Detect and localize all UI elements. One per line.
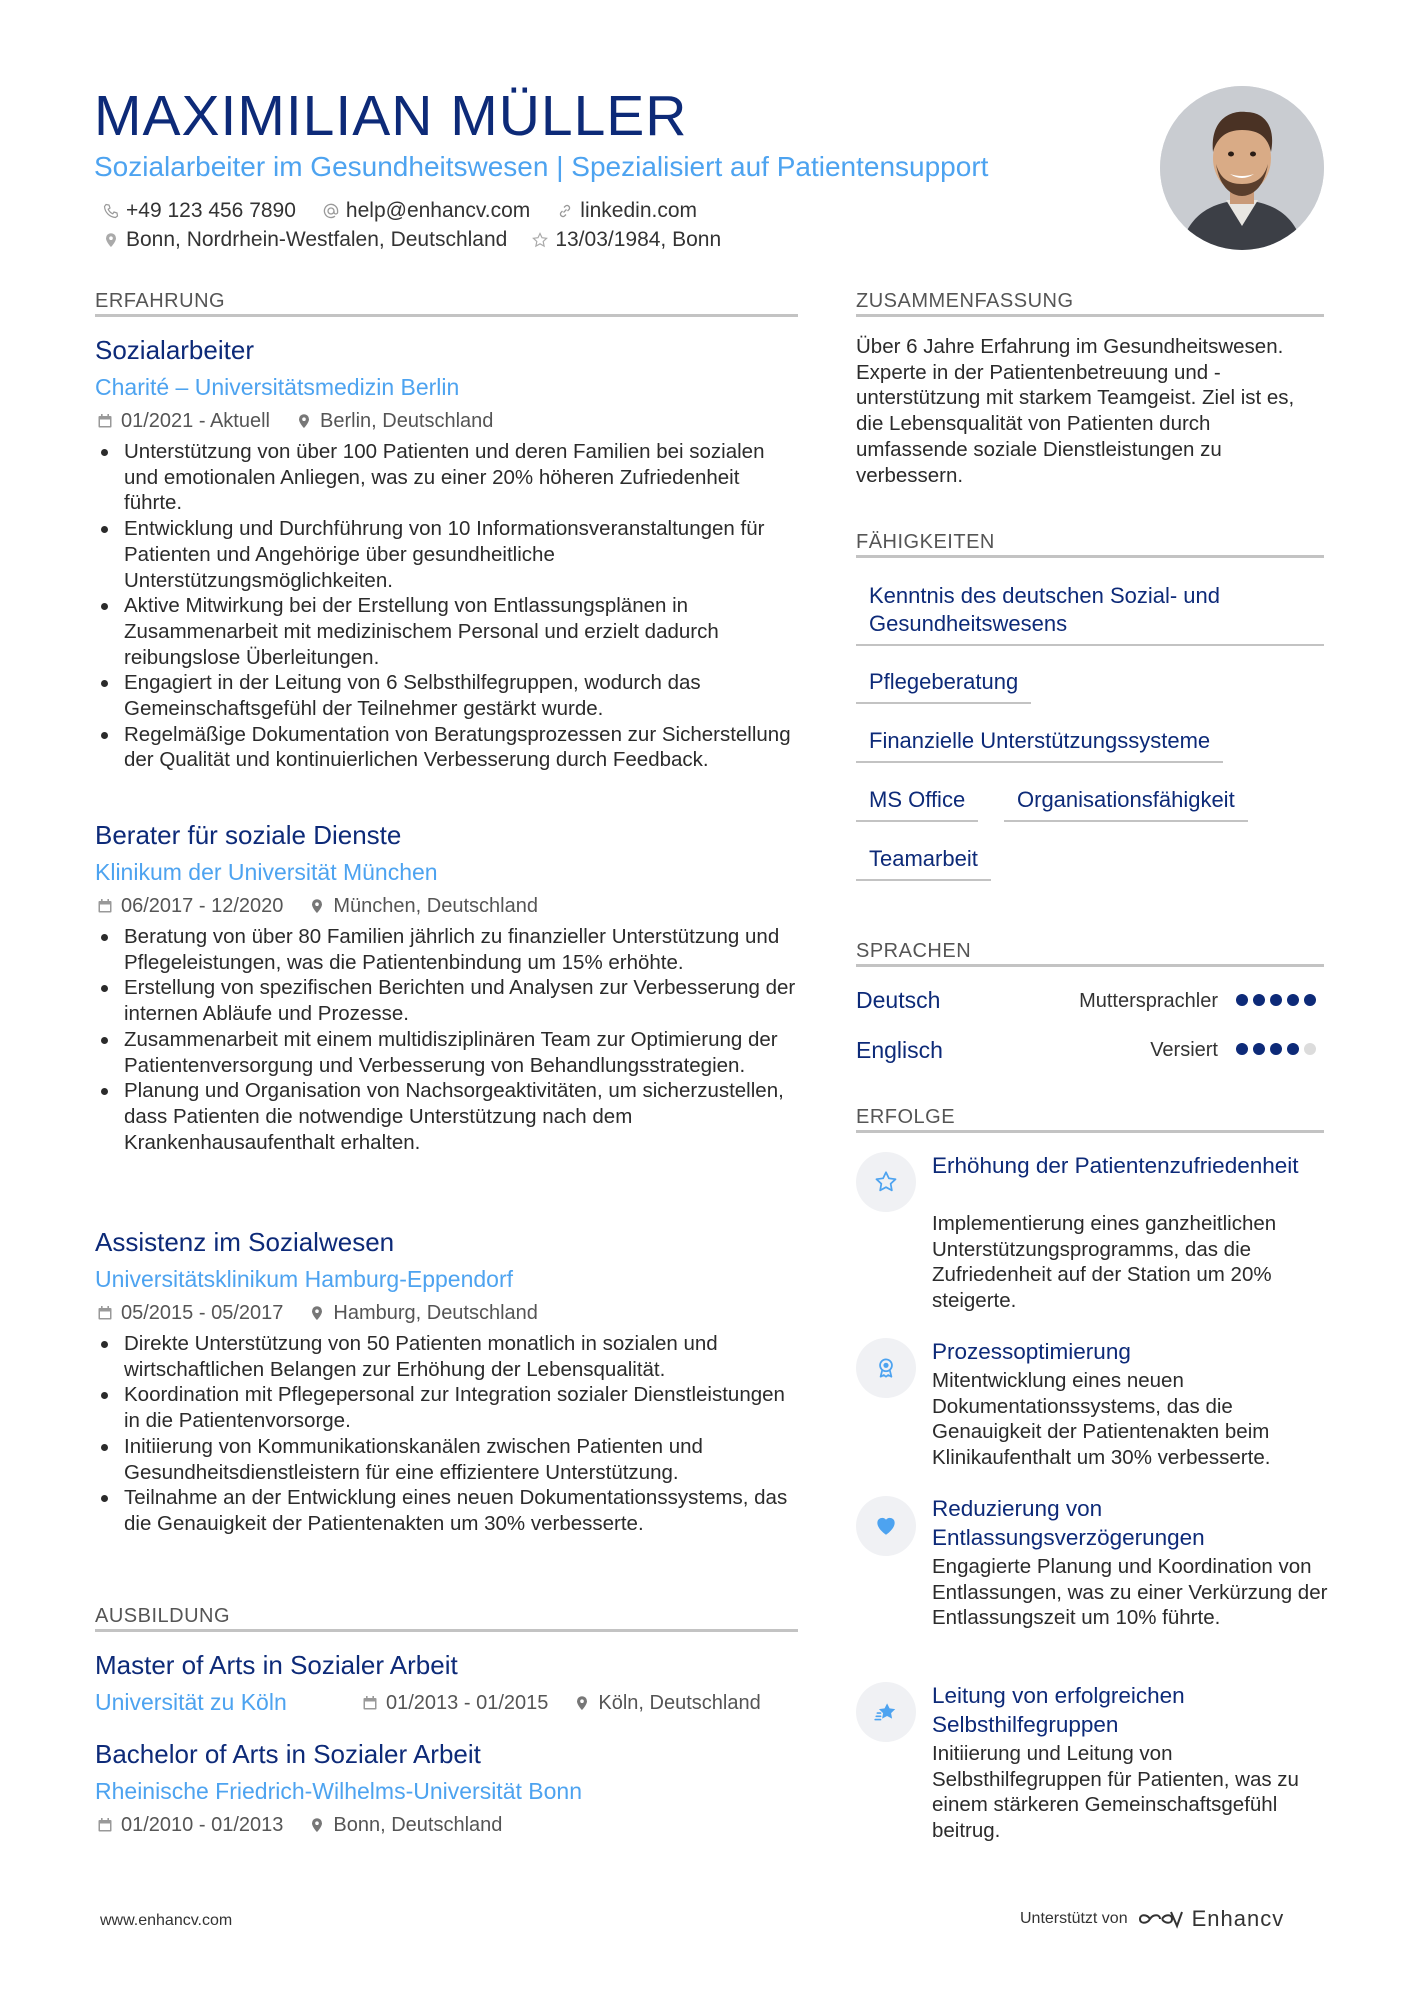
- rating-dot: [1304, 994, 1316, 1006]
- contact-email[interactable]: help@enhancv.com: [322, 198, 530, 224]
- footer-branding: [1020, 1906, 1284, 1932]
- rating-dot: [1270, 994, 1282, 1006]
- calendar-icon: [97, 1817, 113, 1833]
- contact-birth: 13/03/1984, Bonn: [531, 227, 721, 253]
- job-location: München, Deutschland: [309, 893, 538, 919]
- rating-dot: [1287, 1043, 1299, 1055]
- achievement-title: Prozessoptimierung: [932, 1339, 1131, 1364]
- section-title-education: AUSBILDUNG: [95, 1605, 231, 1627]
- star-badge-icon: [856, 1682, 916, 1742]
- language-name: Englisch: [856, 1037, 943, 1063]
- job-dates: 05/2015 - 05/2017: [97, 1300, 283, 1326]
- section-title-skills: FÄHIGKEITEN: [856, 531, 995, 553]
- location-pin-icon: [309, 1305, 325, 1321]
- list-item: Beratung von über 80 Familien jährlich zu finanzieller Unterstützung und Pflegeleistungen, was die Patientenbindung um 15% erhöhte.: [97, 924, 797, 975]
- job-bullets: [97, 924, 797, 1155]
- rating-dot: [1270, 1043, 1282, 1055]
- section-divider: [856, 314, 1324, 317]
- list-item: Teilnahme an der Entwicklung eines neuen Dokumentationssystems, das die Genauigkeit der Patientenakten um 30% verbesserte.: [97, 1485, 797, 1536]
- achievement-desc: Mitentwicklung eines neuen Dokumentationssystems, das die Genauigkeit der Patientenakten beim Klinikaufenthalt um 30% verbesserte.: [932, 1369, 1271, 1470]
- section-divider: [95, 1629, 798, 1632]
- section-divider: [856, 555, 1324, 558]
- summary-text: Über 6 Jahre Erfahrung im Gesundheitswesen. Experte in der Patientenbetreuung und -unterstützung mit starkem Teamgeist. Ziel ist es, die Lebensqualität von Patienten durch umfassende soziale Dienstleistungen zu verbessern.: [856, 335, 1295, 487]
- profile-photo: [1160, 86, 1324, 250]
- school-name: Universität zu Köln: [95, 1689, 287, 1715]
- rating-dot: [1253, 1043, 1265, 1055]
- contact-row-1: [102, 198, 723, 224]
- list-item: Initiierung von Kommunikationskanälen zwischen Patienten und Gesundheitsdienstleistern für eine effizientere Unterstützung.: [97, 1434, 797, 1485]
- skill-tag: Finanzielle Unterstützungssysteme: [856, 727, 1223, 763]
- achievement-title: Reduzierung von Entlassungsverzögerungen: [932, 1496, 1205, 1550]
- rating-dot: [1236, 1043, 1248, 1055]
- job-meta: [97, 1300, 564, 1326]
- contact-row-2: [102, 227, 747, 253]
- heart-icon: [856, 1496, 916, 1556]
- education-meta: [362, 1690, 761, 1716]
- calendar-icon: [97, 1305, 113, 1321]
- education-dates: 01/2010 - 01/2013: [97, 1812, 283, 1838]
- job-dates: 06/2017 - 12/2020: [97, 893, 283, 919]
- job-dates: 01/2021 - Aktuell: [97, 408, 270, 434]
- location-pin-icon: [102, 231, 120, 249]
- calendar-icon: [97, 898, 113, 914]
- location-pin-icon: [309, 1817, 325, 1833]
- education-location: Bonn, Deutschland: [309, 1812, 502, 1838]
- section-title-summary: ZUSAMMENFASSUNG: [856, 290, 1074, 312]
- job-title: Berater für soziale Dienste: [95, 820, 402, 850]
- job-location: Hamburg, Deutschland: [309, 1300, 538, 1326]
- award-icon: [856, 1338, 916, 1398]
- achievement-title: Leitung von erfolgreichen Selbsthilfegruppen: [932, 1683, 1185, 1737]
- language-rating: [1231, 1043, 1316, 1055]
- job-bullets: [97, 1331, 797, 1537]
- list-item: Erstellung von spezifischen Berichten und Analysen zur Verbesserung der internen Abläufe und Prozesse.: [97, 975, 797, 1026]
- contact-linkedin[interactable]: linkedin.com: [556, 198, 697, 224]
- section-title-languages: SPRACHEN: [856, 940, 972, 962]
- job-meta: [97, 893, 564, 919]
- section-divider: [856, 964, 1324, 967]
- list-item: Entwicklung und Durchführung von 10 Informationsveranstaltungen für Patienten und Angehörige über gesundheitliche Unterstützungsmöglichkeiten.: [97, 516, 797, 593]
- job-meta: [97, 408, 519, 434]
- candidate-headline: Sozialarbeiter im Gesundheitswesen | Spezialisiert auf Patientensupport: [94, 151, 989, 182]
- section-title-achievements: ERFOLGE: [856, 1106, 956, 1128]
- rating-dot: [1287, 994, 1299, 1006]
- rating-dot: [1236, 994, 1248, 1006]
- enhancv-logo-icon: [1138, 1908, 1184, 1930]
- skill-tag: Organisationsfähigkeit: [1004, 786, 1248, 822]
- location-pin-icon: [309, 898, 325, 914]
- language-level: Muttersprachler: [1079, 990, 1218, 1012]
- brand-name: Enhancv: [1191, 1906, 1285, 1931]
- at-icon: [322, 202, 340, 220]
- section-divider: [856, 1130, 1324, 1133]
- achievement-desc: Engagierte Planung und Koordination von Entlassungen, was zu einer Verkürzung der Entlassungszeit um 10% führte.: [932, 1555, 1328, 1630]
- skill-tag: Teamarbeit: [856, 845, 991, 881]
- degree-title: Bachelor of Arts in Sozialer Arbeit: [95, 1739, 481, 1769]
- candidate-name: MAXIMILIAN MÜLLER: [94, 84, 688, 148]
- language-name: Deutsch: [856, 987, 941, 1013]
- achievement-desc: Implementierung eines ganzheitlichen Unterstützungsprogramms, das die Zufriedenheit auf der Station um 20% steigerte.: [932, 1212, 1277, 1313]
- link-icon: [556, 202, 574, 220]
- rating-dot: [1253, 994, 1265, 1006]
- achievement-desc: Initiierung und Leitung von Selbsthilfegruppen für Patienten, was zu einem stärkeren Gemeinschaftsgefühl beitrug.: [932, 1742, 1299, 1843]
- contact-phone[interactable]: +49 123 456 7890: [102, 198, 296, 224]
- education-location: Köln, Deutschland: [574, 1690, 760, 1716]
- powered-by-label: Unterstützt von: [1020, 1910, 1128, 1927]
- phone-icon: [102, 202, 120, 220]
- job-title: Assistenz im Sozialwesen: [95, 1227, 395, 1257]
- company-name: Charité – Universitätsmedizin Berlin: [95, 374, 460, 400]
- job-bullets: [97, 439, 797, 773]
- list-item: Unterstützung von über 100 Patienten und deren Familien bei sozialen und emotionalen Anliegen, was zu einer 20% höheren Zufriedenheit führte.: [97, 439, 797, 516]
- list-item: Koordination mit Pflegepersonal zur Integration sozialer Dienstleistungen in die Patientenvorsorge.: [97, 1382, 797, 1433]
- job-title: Sozialarbeiter: [95, 335, 254, 365]
- star-outline-icon: [531, 231, 549, 249]
- calendar-icon: [97, 413, 113, 429]
- degree-title: Master of Arts in Sozialer Arbeit: [95, 1650, 458, 1680]
- footer-website[interactable]: www.enhancv.com: [100, 1912, 233, 1929]
- location-pin-icon: [296, 413, 312, 429]
- school-name: Rheinische Friedrich-Wilhelms-Universität Bonn: [95, 1778, 582, 1804]
- section-title-experience: ERFAHRUNG: [95, 290, 226, 312]
- list-item: Zusammenarbeit mit einem multidisziplinären Team zur Optimierung der Patientenversorgung und Verbesserung von Behandlungsstrategien.: [97, 1027, 797, 1078]
- star-icon: [856, 1152, 916, 1212]
- skill-tag: Pflegeberatung: [856, 668, 1031, 704]
- education-dates: 01/2013 - 01/2015: [362, 1690, 548, 1716]
- contact-location: Bonn, Nordrhein-Westfalen, Deutschland: [102, 227, 507, 253]
- language-level: Versiert: [1150, 1039, 1218, 1061]
- list-item: Planung und Organisation von Nachsorgeaktivitäten, um sicherzustellen, dass Patienten die notwendige Unterstützung nach dem Krankenhausaufenthalt erhalten.: [97, 1078, 797, 1155]
- list-item: Regelmäßige Dokumentation von Beratungsprozessen zur Sicherstellung der Qualität und kontinuierlichen Verbesserung durch Feedback.: [97, 722, 797, 773]
- location-pin-icon: [574, 1695, 590, 1711]
- language-rating: [1231, 994, 1316, 1006]
- job-location: Berlin, Deutschland: [296, 408, 493, 434]
- list-item: Direkte Unterstützung von 50 Patienten monatlich in sozialen und wirtschaftlichen Belangen zur Erhöhung der Lebensqualität.: [97, 1331, 797, 1382]
- skill-tag: Kenntnis des deutschen Sozial- und Gesundheitswesens: [856, 582, 1324, 646]
- company-name: Klinikum der Universität München: [95, 859, 438, 885]
- section-divider: [95, 314, 798, 317]
- list-item: Engagiert in der Leitung von 6 Selbsthilfegruppen, wodurch das Gemeinschaftsgefühl der Teilnehmer gestärkt wurde.: [97, 670, 797, 721]
- rating-dot: [1304, 1043, 1316, 1055]
- education-meta: [97, 1812, 528, 1838]
- calendar-icon: [362, 1695, 378, 1711]
- company-name: Universitätsklinikum Hamburg-Eppendorf: [95, 1266, 513, 1292]
- skill-tag: MS Office: [856, 786, 978, 822]
- list-item: Aktive Mitwirkung bei der Erstellung von Entlassungsplänen in Zusammenarbeit mit medizinischem Personal und erzielt dadurch reibungslose Überleitungen.: [97, 593, 797, 670]
- achievement-title: Erhöhung der Patientenzufriedenheit: [932, 1153, 1299, 1178]
